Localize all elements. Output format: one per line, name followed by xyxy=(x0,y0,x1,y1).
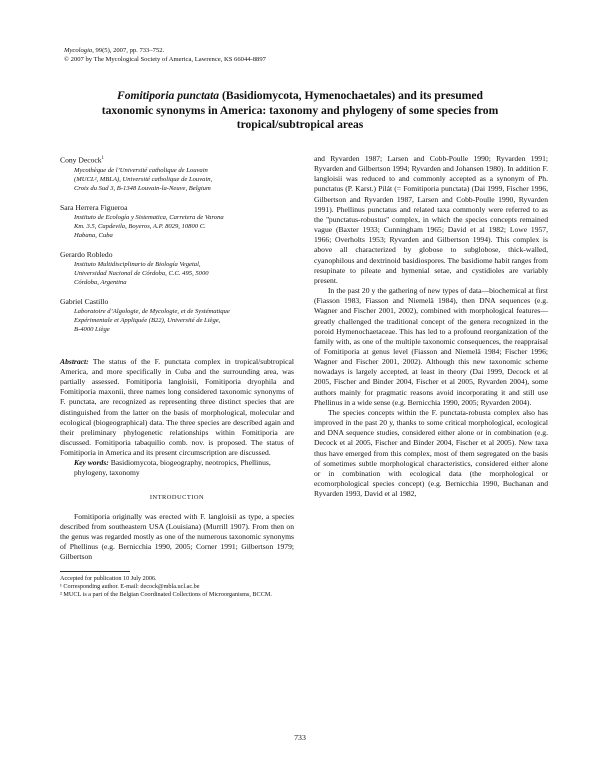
title-rest-1: (Basidiomycota, Hymenochaetales) and its presumed xyxy=(219,89,483,102)
footnote: ² MUCL is a part of the Belgian Coordinated Collections of Microorganisms, BCCM. xyxy=(60,590,272,598)
author-name: Cony Decock$^1$ xyxy=(60,155,105,165)
introduction-heading: INTRODUCTION xyxy=(149,493,205,501)
footnote: Accepted for publication 10 July 2006. xyxy=(60,574,157,582)
footnote-rule xyxy=(60,571,130,572)
author-name: Gerardo Robledo xyxy=(60,249,113,259)
copyright-line: © 2007 by The Mycological Society of America, Lawrence, KS 66044-8897 xyxy=(64,56,266,63)
title-species: Fomitiporia punctata xyxy=(117,89,220,102)
left-column xyxy=(60,154,294,599)
body-paragraph: and Ryvarden 1987; Larsen and Cobb-Poulle 1990; Ryvarden 1991; Ryvarden and Gilbertson 1994; Ryvarden and Johansen 1980). In addition F. langloisii was reduced to and commonly accepted as a synonym of Ph. punctatus (P. Karst.) Pilát (= Fomitiporia punctata) (Dai 1999, Fischer 1996, Gilbertson and Ryvarden 1987, Larsen and Cobb-Poulle 1990, Ryvarden 1991). Phellinus punctatus and related taxa commonly were referred to as the ''punctatus-robustus'' complex, in which the species concepts remained vague (Baxter 1933; Cunningham 1965; David et al 1982; Lowe 1957, 1966; Overholts 1953; Ryvarden and Gilbertson 1994). This complex is above all characterized by globose to subglobose, thick-walled, cyanophilous and dextrinoid basidiospores. The basidiome habit ranges from resupinate to pileate and hymenial setae, and cystidioles are variably present. xyxy=(314,154,548,285)
right-column xyxy=(314,154,548,499)
author-affiliation: Instituto Multidisciplinario de Biología Vegetal, Universidad Nacional de Córdoba, C.C. 495, 5000 Córdoba, Argentina xyxy=(74,260,209,287)
journal-header xyxy=(64,46,266,64)
article-title xyxy=(60,89,540,133)
author-name: Gabriel Castillo xyxy=(60,296,109,306)
keywords-text: Basidiomycota, biogeography, neotropics, Phellinus, phylogeny, taxonomy xyxy=(74,458,271,478)
keywords xyxy=(74,458,294,478)
citation-line xyxy=(64,46,266,55)
footnote: ¹ Corresponding author. E-mail: decock@mbla.ucl.ac.be xyxy=(60,582,200,590)
body-paragraph: In the past 20 y the gathering of new types of data—biochemical at first (Fiasson 1983, Fiasson and Niemelä 1984), then DNA sequences (e.g. Wagner and Fischer 2001, 2002), combined with morphological features—greatly challenged the traditional concept of the genera recognized in the poroid Hymenochaetaceae. This has led to a profound reorganization of the family with, as one of the multiple taxonomic consequences, the reappraisal of Fomitiporia at genus level (Fiasson and Niemelä 1984; Fischer 1996; Wagner and Fischer 2001, 2002). Although this new taxonomic scheme nowadays is largely accepted, at least in theory (Dai 1999, Decock et al 2005, Fischer and Binder 2004, Fischer et al 2005, Ryvarden 2004), some authors mainly for pragmatic reasons avoid incorporating it and still use Phellinus in a wide sense (e.g. Bernicchia 1990, 2005; Ryvarden 2004). xyxy=(314,286,548,407)
citation-details: 99(5), 2007, pp. 733–752. xyxy=(93,47,165,54)
author-affiliation: Instituto de Ecología y Sistematica, Carretera de Varona Km. 3.5, Capdevila, Boyeros, A.P. 8029, 10800 C. Habana, Cuba xyxy=(74,213,224,240)
author-name: Sara Herrera Figueroa xyxy=(60,202,128,212)
author-affiliation: Mycothèque de l’Université catholique de Louvain (MUCL², MBLA), Université catholique de Louvain, Croix du Sud 3, B-1348 Louvain-la-Neuve, Belgium xyxy=(74,166,213,193)
keywords-label: Key words: xyxy=(74,458,109,468)
abstract-text: The status of the F. punctata complex in tropical/subtropical America, and more specifically in Cuba and the surrounding area, was partially assessed. Fomitiporia langloisii, Fomitiporia dryophila and Fomitiporia maxonii, three names long considered taxonomic synonyms of F. punctata, are recognized as representing three distinct species that are distinguished from the latter on the basis of morphological, molecular and ecological (biogeographical) data. The three species are described again and their preliminary phylogenetic relationships within Fomitiporia are discussed. Fomitiporia tabaquilio comb. nov. is proposed. The status of Fomitiporia in America and its present circumscription are discussed. xyxy=(60,356,295,458)
title-line-2: taxonomic synonyms in America: taxonomy and phylogeny of some species from xyxy=(101,103,499,117)
author-affiliation: Laboratoire d’Algologie, de Mycologie, et de Systématique Expérimentale et Appliquée (B22), Université de Liège, B-4000 Liège xyxy=(74,307,230,334)
title-line-1 xyxy=(60,89,540,104)
page-number: 733 xyxy=(294,733,306,742)
introduction-paragraph: Fomitiporia originally was erected with F. langloisii as type, a species described from southeastern USA (Louisiana) (Murrill 1907). From then on the genus was regarded mostly as one of the numerous taxonomic synonyms of Phellinus (e.g. Bernicchia 1990, 2005; Corner 1991; Gilbertson 1979; Gilbertson xyxy=(60,511,294,562)
body-paragraph: The species concepts within the F. punctata-robusta complex also has improved in the past 20 y, thanks to some critical morphological, ecological and DNA sequence studies, considered either alone or in combination (e.g. Decock et al 2005, Fischer and Binder 2004, Fischer et al 2005). New taxa thus have emerged from this complex, most of them segregated on the basis of sometimes subtle morphological characteristics, considered either alone or in combination with ecological data (the morphological or ecomorphological species concept) (e.g. Bernicchia 1990, Buchanan and Ryvarden 1993, David et al 1982, xyxy=(314,407,548,499)
journal-name: Mycologia, xyxy=(64,47,94,54)
title-line-3: tropical/subtropical areas xyxy=(236,118,364,132)
abstract xyxy=(60,357,294,459)
author-sup: 1 xyxy=(101,156,105,161)
abstract-label: Abstract: xyxy=(60,356,89,366)
